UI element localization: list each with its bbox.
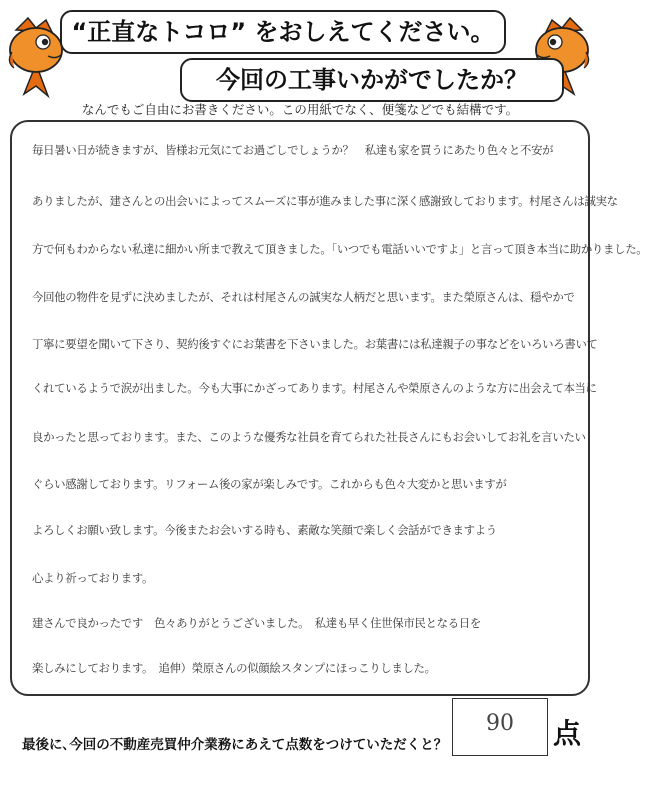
fish-mascot-left-icon: [6, 16, 66, 102]
comment-line: 良かったと思っております。また、このような優秀な社員を育てられた社長さんにもお会いしてお礼を言いたい: [32, 430, 586, 444]
comment-line: 毎日暑い日が続きますが、皆様お元気にてお過ごしでしょうか？ 私達も家を買うにあたり色々と不安が: [32, 143, 554, 157]
score-value: 90: [486, 711, 514, 736]
title-banner-1: “正直なトコロ” をおしえてください。: [60, 10, 506, 54]
comment-line: ぐらい感謝しております。リフォーム後の家が楽しみです。これからも色々大変かと思いますが: [32, 477, 507, 491]
title-banner-2: 今回の工事いかがでしたか？: [180, 58, 564, 102]
score-unit: 点: [553, 717, 582, 750]
comment-line: 楽しみにしております。 追伸）榮原さんの似顔絵スタンプにほっこりしました。: [32, 661, 436, 675]
comment-line: 今回他の物件を見ずに決めましたが、それは村尾さんの誠実な人柄だと思います。また榮原さんは、穏やかで: [32, 290, 575, 304]
comment-line: 丁寧に要望を聞いて下さり、契約後すぐにお葉書を下さいました。お葉書には私達親子の事などをいろいろ書いて: [32, 337, 598, 351]
instructions-text: なんでもご自由にお書きください。この用紙でなく、便箋などでも結構です。: [81, 102, 519, 117]
comment-line: 建さんで良かったです 色々ありがとうございました。 私達も早く住世保市民となる日を: [32, 616, 482, 630]
comment-line: 心より祈っております。: [32, 571, 154, 585]
comment-line: 方で何もわからない私達に細かい所まで教えて頂きました。「いつでも電話いいですよ」と言って頂き本当に助かりました。: [32, 242, 647, 256]
comment-line: ありましたが、建さんとの出会いによってスムーズに事が進みました事に深く感謝致しております。村尾さんは誠実な: [32, 194, 618, 208]
comment-line: よろしくお願い致します。今後またお会いする時も、素敵な笑顔で楽しく会話ができますよう: [32, 523, 497, 537]
comment-line: くれているようで涙が出ました。今も大事にかざってあります。村尾さんや榮原さんのような方に出会えて本当に: [32, 381, 597, 395]
score-question: 最後に､今回の不動産売買仲介業務にあえて点数をつけていただくと？: [22, 737, 448, 753]
score-box: [452, 698, 548, 756]
